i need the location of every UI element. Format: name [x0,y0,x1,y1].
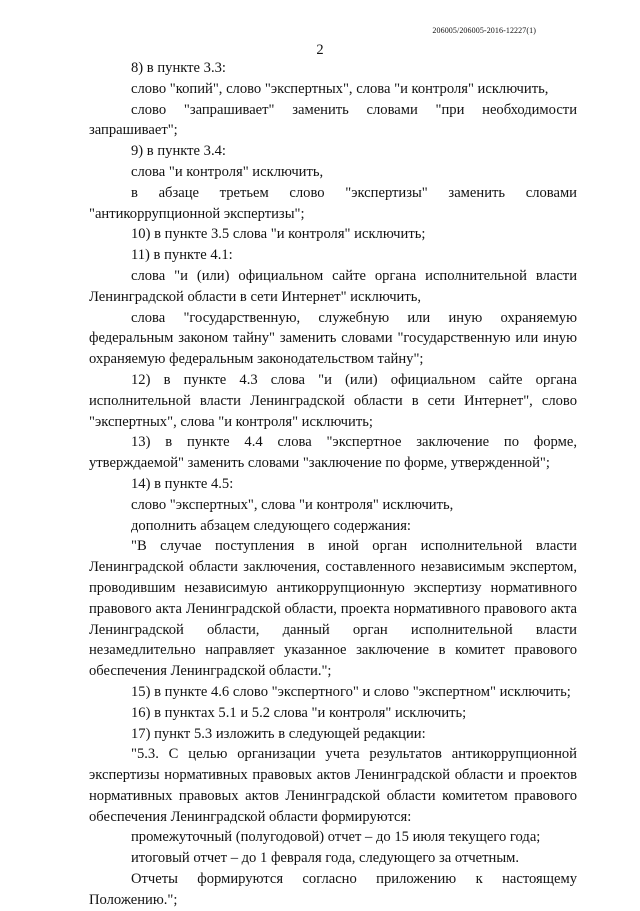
paragraph: "5.3. С целью организации учета результатов антикоррупционной экспертизы нормативных правовых актов Ленинградской области и проектов нормативных правовых актов Ленинградской области комитетом правового обеспечения Ленинградской области формируются: [89,746,577,825]
paragraph: 8) в пункте 3.3: [131,60,226,76]
paragraph: слово "запрашивает" заменить словами "при необходимости запрашивает"; [89,101,577,139]
paragraph: дополнить абзацем следующего содержания: [131,517,411,534]
paragraph: 10) в пункте 3.5 слова "и контроля" исключить; [131,226,426,243]
paragraph: в абзаце третьем слово "экспертизы" заменить словами "антикоррупционной экспертизы"; [89,184,577,222]
paragraph: Отчеты формируются согласно приложению к настоящему Положению."; [89,871,577,908]
paragraph: 11) в пункте 4.1: [131,247,233,264]
document-id: 206005/206005-2016-12227(1) [432,26,536,35]
document-body [89,58,577,911]
paragraph: слова "и контроля" исключить, [131,163,324,180]
paragraph: слово "копий", слово "экспертных", слова "и контроля" исключить, [131,80,549,97]
paragraph: 13) в пункте 4.4 слова "экспертное заключение по форме, утверждаемой" заменить словами "заключение по форме, утвержденной"; [89,434,577,472]
paragraph: 17) пункт 5.3 изложить в следующей редакции: [131,725,426,742]
paragraph: итоговый отчет – до 1 февраля года, следующего за отчетным. [131,850,520,867]
paragraph: слова "и (или) официальном сайте органа исполнительной власти Ленинградской области в сети Интернет" исключить, [89,267,577,305]
paragraph: 12) в пункте 4.3 слова "и (или) официальном сайте органа исполнительной власти Ленинградской области в сети Интернет", слово "экспертных", слова "и контроля" исключить; [89,371,577,430]
paragraph: "В случае поступления в иной орган исполнительной власти Ленинградской области заключения, составленного независимым экспертом, проводившим независимую антикоррупционную экспертизу нормативного правового акта Ленинградской области, проекта нормативного правового акта Ленинградской области, данный орган исполнительной власти незамедлительно направляет указанное заключение в комитет правового обеспечения Ленинградской области."; [89,538,577,680]
paragraph: 9) в пункте 3.4: [131,143,226,160]
paragraph: промежуточный (полугодовой) отчет – до 15 июля текущего года; [131,829,541,846]
paragraph: 14) в пункте 4.5: [131,475,234,492]
paragraph: 16) в пунктах 5.1 и 5.2 слова "и контроля" исключить; [131,704,467,721]
paragraph: 15) в пункте 4.6 слово "экспертного" и слово "экспертном" исключить; [131,683,571,700]
paragraph: слово "экспертных", слова "и контроля" исключить, [131,496,454,513]
page-number: 2 [316,42,324,58]
paragraph: слова "государственную, служебную или иную охраняемую федеральным законом тайну" заменить словами "государственную или иную охраняемую федеральным законодательством тайну"; [89,309,577,368]
